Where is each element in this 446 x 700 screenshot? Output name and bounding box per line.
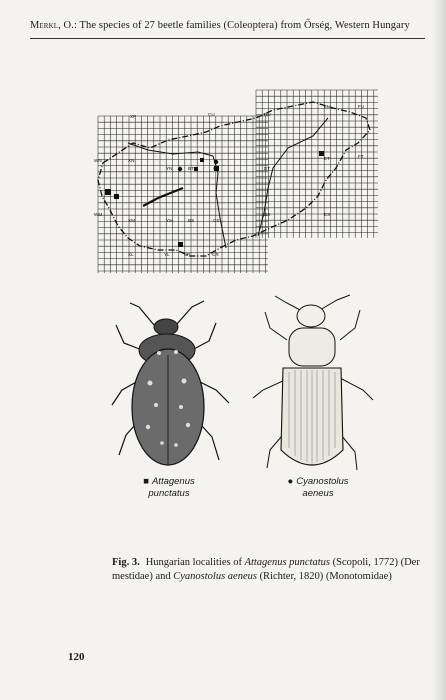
circle-marker-icon: ● (287, 476, 294, 487)
legend-genus: Cyanostolus (296, 476, 349, 487)
cyanostolus-illustration (245, 290, 380, 480)
legend-cyanostolus (268, 476, 368, 500)
danube-river (128, 143, 226, 248)
grid-label: EU (324, 104, 331, 109)
legend-species: aeneus (302, 488, 334, 499)
grid-label: CS (213, 218, 220, 223)
balaton-lake (143, 188, 183, 206)
grid-label: FU (358, 104, 365, 109)
grid-label: CR (212, 252, 219, 257)
figure-caption (112, 556, 432, 584)
grid-label: CU (208, 112, 215, 117)
hungary-border (98, 102, 370, 256)
header-rule (30, 38, 425, 39)
header-title: The species of 27 beetle families (Coleoptera) from Őrség, Western Hungary (79, 20, 410, 31)
grid-label: XL (128, 252, 134, 257)
header-author: Merkl, O.: (30, 20, 77, 31)
grid-label: YN (166, 166, 173, 171)
grid-label: CT (213, 166, 220, 171)
grid-label: WM (94, 212, 103, 217)
grid-label: DS (264, 212, 271, 217)
square-marker-icon: ■ (143, 476, 149, 487)
legend-genus: Attagenus (151, 476, 195, 487)
grid-label: BR (184, 252, 191, 257)
distribution-map (88, 88, 383, 278)
legend-species: punctatus (148, 488, 190, 499)
grid-label: BS (188, 218, 195, 223)
attagenus-illustration (104, 295, 239, 475)
legend-attagenus (124, 476, 214, 500)
grid-label: DU (264, 112, 271, 117)
caption-species: Attagenus punctatus (244, 557, 331, 568)
page-number: 120 (68, 651, 85, 663)
caption-text: Hungarian localities of (145, 557, 245, 568)
grid-label: WN (94, 158, 102, 163)
grid-label: YL (164, 252, 170, 257)
grid-label: YM (166, 218, 173, 223)
grid-label: BT (188, 166, 194, 171)
caption-species: Cyanostolus aeneus (173, 571, 257, 582)
running-header (30, 20, 430, 31)
grid-label: XM (128, 218, 135, 223)
grid-label: XP (130, 114, 137, 119)
page-edge-shadow (432, 0, 446, 700)
figure-label: Fig. 3. (112, 557, 140, 568)
grid-label: DT (264, 166, 271, 171)
grid-label: FT (358, 154, 364, 159)
grid-label: XN (128, 158, 135, 163)
caption-text: (Scopoli, 1772) (Der mestidae) and (112, 557, 420, 582)
grid-label: ET (324, 156, 330, 161)
grid-label: ES (324, 212, 331, 217)
caption-text: (Richter, 1820) (Monotomidae) (256, 571, 392, 582)
